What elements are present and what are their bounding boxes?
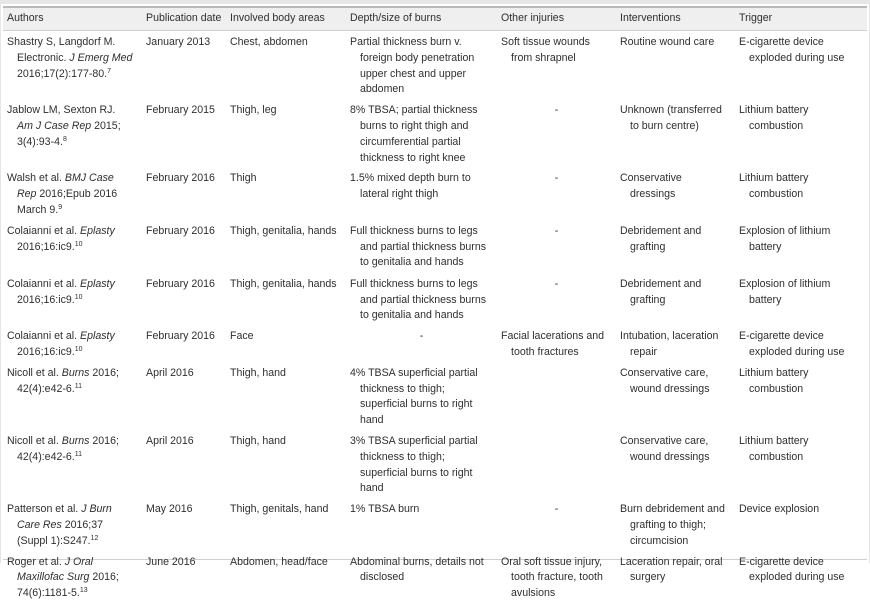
- cell-interventions: [616, 219, 735, 272]
- authors-text: Colaianni et al.: [7, 277, 81, 290]
- cell-other-injuries-line: -: [554, 503, 559, 516]
- cell-depth: [346, 166, 497, 218]
- authors-text: 2016;: [89, 366, 119, 379]
- cell-body-areas: Thigh, genitalia, hands: [230, 277, 337, 290]
- col-header-body-areas: Involved body areas: [230, 12, 325, 25]
- cell-trigger: [735, 272, 867, 324]
- col-header-depth: Depth/size of burns: [350, 12, 442, 25]
- cell-depth: [346, 219, 497, 272]
- table-row: [3, 324, 867, 361]
- cell-depth: [346, 324, 497, 361]
- authors-text: Roger et al.: [7, 555, 65, 568]
- ref-number: 12: [90, 534, 99, 542]
- cell-authors: [3, 429, 142, 497]
- journal-name: BMJ Case: [64, 172, 114, 185]
- authors-text: Walsh et al.: [7, 172, 65, 185]
- cell-body-areas: Thigh, hand: [230, 434, 286, 447]
- journal-name: Maxillofac Surg: [17, 571, 90, 584]
- cell-depth: [346, 272, 497, 324]
- cell-other-injuries: [497, 550, 616, 602]
- authors-text: 2016;17(2):177-80.: [17, 67, 108, 80]
- cell-depth-line: to genitalia and hands: [360, 256, 464, 269]
- cell-depth-line: 1.5% mixed depth burn to: [350, 172, 471, 185]
- table-row: [3, 219, 867, 272]
- cell-depth: [346, 361, 497, 429]
- ref-number: 11: [74, 382, 82, 390]
- cell-other-injuries-line: Oral soft tissue injury,: [501, 555, 603, 568]
- authors-text: March 9.: [17, 203, 59, 216]
- cell-other-injuries: [497, 166, 616, 218]
- cell-interventions-line: to burn centre): [630, 119, 699, 132]
- cell-depth-line: burns to right thigh and: [360, 119, 469, 132]
- cell-interventions-line: Intubation, laceration: [620, 330, 719, 343]
- cell-trigger-line: Device explosion: [739, 503, 820, 516]
- cell-body-areas: Abdomen, head/face: [230, 555, 328, 568]
- header-row: [3, 8, 867, 30]
- cell-interventions-line: Laceration repair, oral: [620, 555, 723, 568]
- cell-other-injuries: [497, 30, 616, 98]
- cell-interventions-line: grafting: [630, 293, 666, 306]
- col-header-trigger: Trigger: [739, 12, 773, 25]
- table-row: [3, 361, 867, 429]
- table-row: [3, 98, 867, 166]
- cell-interventions: [616, 98, 735, 166]
- cell-publication-date: February 2016: [146, 172, 215, 185]
- authors-text: Nicoll et al.: [7, 434, 62, 447]
- cell-interventions-line: repair: [630, 345, 658, 358]
- cell-depth-line: abdomen: [360, 83, 405, 96]
- cell-depth: [346, 497, 497, 549]
- injury-table: [3, 8, 867, 602]
- cell-publication-date: January 2013: [146, 36, 211, 48]
- authors-text: (Suppl 1):S247.: [17, 534, 91, 547]
- cell-other-injuries-line: -: [554, 172, 559, 185]
- cell-depth-line: 1% TBSA burn: [350, 503, 420, 516]
- cell-interventions-line: grafting to thigh;: [630, 518, 706, 531]
- authors-text: 2016;: [89, 434, 119, 447]
- journal-name: J Emerg Med: [69, 51, 133, 64]
- cell-depth-line: superficial burns to right: [360, 398, 473, 411]
- cell-interventions: [616, 429, 735, 497]
- ref-number: 9: [58, 203, 63, 211]
- journal-name: Burns: [61, 366, 90, 379]
- cell-trigger-line: exploded during use: [749, 345, 845, 358]
- authors-text: 2016;Epub 2016: [36, 188, 118, 201]
- cell-depth-line: 4% TBSA superficial partial: [350, 366, 478, 379]
- cell-body-areas: Face: [230, 330, 254, 343]
- cell-interventions-line: Debridement and: [620, 277, 702, 290]
- cell-depth: [346, 550, 497, 602]
- cell-authors: [3, 497, 142, 549]
- cell-body-areas: Chest, abdomen: [230, 36, 308, 48]
- authors-text: 3(4):93-4.: [17, 135, 63, 148]
- cell-trigger-line: battery: [749, 293, 782, 306]
- cell-body-areas: Thigh: [230, 172, 257, 185]
- cell-depth-line: superficial burns to right: [360, 466, 473, 479]
- cell-trigger-line: combustion: [749, 119, 804, 132]
- cell-interventions-line: Routine wound care: [620, 36, 715, 48]
- cell-depth-line: Partial thickness burn v.: [350, 36, 462, 48]
- cell-other-injuries-line: -: [554, 277, 559, 290]
- cell-interventions: [616, 166, 735, 218]
- table-row: [3, 30, 867, 98]
- authors-text: Colaianni et al.: [7, 330, 81, 343]
- cell-interventions-line: Burn debridement and: [620, 503, 725, 516]
- cell-depth-line: 8% TBSA; partial thickness: [350, 104, 478, 117]
- cell-depth-line: upper chest and upper: [360, 67, 467, 80]
- cell-interventions-line: surgery: [630, 571, 666, 584]
- cell-authors: [3, 98, 142, 166]
- cell-other-injuries: [497, 361, 616, 429]
- cell-interventions-line: wound dressings: [630, 382, 710, 395]
- cell-trigger-line: Explosion of lithium: [739, 277, 831, 290]
- cell-depth-line: to genitalia and hands: [360, 309, 464, 322]
- cell-body-areas: Thigh, genitalia, hands: [230, 224, 337, 237]
- cell-interventions-line: Conservative care,: [620, 366, 709, 379]
- cell-trigger-line: E-cigarette device: [739, 555, 824, 568]
- authors-text: 2015;: [91, 119, 121, 132]
- cell-trigger: [735, 219, 867, 272]
- cell-publication-date: June 2016: [146, 555, 196, 568]
- cell-interventions-line: circumcision: [630, 534, 689, 547]
- cell-interventions: [616, 272, 735, 324]
- ref-number: 11: [74, 450, 82, 458]
- cell-trigger-line: combustion: [749, 450, 804, 463]
- left-edge: [0, 4, 1, 563]
- table-row: [3, 497, 867, 549]
- cell-authors: [3, 219, 142, 272]
- cell-trigger: [735, 361, 867, 429]
- cell-interventions: [616, 497, 735, 549]
- cell-trigger-line: exploded during use: [749, 571, 845, 584]
- cell-interventions-line: Conservative care,: [620, 434, 709, 447]
- cell-depth-line: thickness to thigh;: [360, 382, 445, 395]
- cell-depth-line: -: [419, 330, 424, 343]
- authors-text: Nicoll et al.: [7, 366, 62, 379]
- cell-trigger: [735, 98, 867, 166]
- col-header-authors: Authors: [7, 12, 44, 25]
- journal-name: Am J Case Rep: [17, 119, 92, 132]
- cell-body-areas: Thigh, leg: [230, 104, 277, 117]
- cell-depth-line: and partial thickness burns: [360, 293, 487, 306]
- cell-trigger: [735, 324, 867, 361]
- cell-other-injuries: [497, 98, 616, 166]
- ref-number: 10: [74, 293, 83, 301]
- col-header-other-injuries: Other injuries: [501, 12, 564, 25]
- cell-trigger: [735, 497, 867, 549]
- cell-trigger-line: battery: [749, 240, 782, 253]
- cell-interventions-line: Conservative: [620, 172, 682, 185]
- authors-text: 2016;37: [61, 518, 103, 531]
- ref-number: 7: [107, 67, 112, 75]
- cell-interventions: [616, 30, 735, 98]
- cell-other-injuries-line: from shrapnel: [511, 51, 576, 64]
- cell-trigger-line: Lithium battery: [739, 434, 809, 447]
- cell-trigger: [735, 429, 867, 497]
- cell-depth-line: hand: [360, 414, 384, 427]
- cell-other-injuries-line: Facial lacerations and: [501, 330, 605, 343]
- cell-depth: [346, 98, 497, 166]
- cell-authors: [3, 166, 142, 218]
- cell-other-injuries-line: -: [554, 224, 559, 237]
- cell-depth-line: Full thickness burns to legs: [350, 277, 478, 290]
- ref-number: 10: [74, 240, 83, 248]
- cell-depth-line: circumferential partial: [360, 135, 461, 148]
- authors-text: Patterson et al.: [7, 503, 82, 516]
- cell-depth: [346, 30, 497, 98]
- cell-depth: [346, 429, 497, 497]
- cell-depth-line: thickness to thigh;: [360, 450, 445, 463]
- cell-trigger-line: exploded during use: [749, 51, 845, 64]
- journal-name: Rep: [17, 188, 37, 201]
- cell-body-areas: Thigh, genitals, hand: [230, 503, 329, 516]
- cell-authors: [3, 550, 142, 602]
- cell-interventions: [616, 324, 735, 361]
- cell-trigger: [735, 30, 867, 98]
- table-row: [3, 272, 867, 324]
- col-header-interventions: Interventions: [620, 12, 681, 25]
- cell-publication-date: February 2016: [146, 277, 215, 290]
- cell-trigger-line: Lithium battery: [739, 366, 809, 379]
- table-row: [3, 166, 867, 218]
- cell-depth-line: Full thickness burns to legs: [350, 224, 478, 237]
- cell-depth-line: foreign body penetration: [360, 51, 475, 64]
- cell-interventions: [616, 361, 735, 429]
- ref-number: 13: [79, 587, 88, 595]
- cell-other-injuries-line: avulsions: [511, 587, 556, 600]
- cell-interventions-line: grafting: [630, 240, 666, 253]
- cell-depth-line: thickness to right knee: [360, 151, 466, 164]
- journal-name: Eplasty: [80, 224, 115, 237]
- cell-depth-line: disclosed: [360, 571, 405, 584]
- cell-depth-line: Abdominal burns, details not: [350, 555, 484, 568]
- cell-authors: [3, 324, 142, 361]
- cell-depth-line: hand: [360, 482, 384, 495]
- table-row: [3, 429, 867, 497]
- authors-text: Shastry S, Langdorf M.: [7, 36, 116, 48]
- authors-text: 2016;16:ic9.: [17, 293, 75, 306]
- cell-body-areas: Thigh, hand: [230, 366, 286, 379]
- cell-trigger-line: Lithium battery: [739, 104, 809, 117]
- cell-publication-date: April 2016: [146, 366, 194, 379]
- cell-other-injuries: [497, 497, 616, 549]
- cell-trigger: [735, 550, 867, 602]
- authors-text: 42(4):e42-6.: [17, 382, 75, 395]
- cell-trigger: [735, 166, 867, 218]
- table-row: [3, 550, 867, 602]
- ref-number: 10: [74, 345, 83, 353]
- top-bar: [0, 0, 870, 4]
- journal-name: Eplasty: [80, 330, 115, 343]
- cell-other-injuries-line: Soft tissue wounds: [501, 36, 590, 48]
- authors-text: Colaianni et al.: [7, 224, 81, 237]
- cell-trigger-line: E-cigarette device: [739, 36, 824, 48]
- journal-name: Eplasty: [80, 277, 115, 290]
- cell-other-injuries-line: tooth fracture, tooth: [511, 571, 603, 584]
- cell-other-injuries: [497, 272, 616, 324]
- cell-authors: [3, 30, 142, 98]
- authors-text: 74(6):1181-5.: [17, 587, 80, 600]
- journal-name: J Oral: [64, 555, 93, 568]
- cell-trigger-line: combustion: [749, 188, 804, 201]
- journal-name: Care Res: [17, 518, 62, 531]
- cell-trigger-line: E-cigarette device: [739, 330, 824, 343]
- cell-publication-date: February 2015: [146, 104, 215, 117]
- authors-text: Jablow LM, Sexton RJ.: [7, 104, 116, 117]
- cell-other-injuries: [497, 429, 616, 497]
- cell-trigger-line: Explosion of lithium: [739, 224, 831, 237]
- authors-text: Electronic.: [17, 51, 70, 64]
- col-header-publication-date: Publication date: [146, 12, 222, 25]
- authors-text: 2016;16:ic9.: [17, 345, 75, 358]
- journal-name: Burns: [61, 434, 90, 447]
- cell-interventions-line: Unknown (transferred: [620, 104, 722, 117]
- cell-interventions: [616, 550, 735, 602]
- cell-authors: [3, 361, 142, 429]
- cell-trigger-line: combustion: [749, 382, 804, 395]
- authors-text: 2016;: [89, 571, 119, 584]
- cell-interventions-line: Debridement and: [620, 224, 702, 237]
- ref-number: 8: [62, 135, 67, 143]
- cell-other-injuries-line: tooth fractures: [511, 345, 579, 358]
- cell-depth-line: and partial thickness burns: [360, 240, 487, 253]
- cell-other-injuries-line: -: [554, 104, 559, 117]
- cell-authors: [3, 272, 142, 324]
- cell-other-injuries: [497, 324, 616, 361]
- cell-publication-date: May 2016: [146, 503, 193, 516]
- cell-interventions-line: wound dressings: [630, 450, 710, 463]
- cell-other-injuries: [497, 219, 616, 272]
- cell-trigger-line: Lithium battery: [739, 172, 809, 185]
- authors-text: 42(4):e42-6.: [17, 450, 75, 463]
- cell-depth-line: lateral right thigh: [360, 188, 439, 201]
- cell-publication-date: April 2016: [146, 434, 194, 447]
- table-body: [3, 30, 867, 602]
- cell-publication-date: February 2016: [146, 224, 215, 237]
- cell-depth-line: 3% TBSA superficial partial: [350, 434, 478, 447]
- cell-interventions-line: dressings: [630, 188, 676, 201]
- cell-publication-date: February 2016: [146, 330, 215, 343]
- journal-name: J Burn: [81, 503, 112, 516]
- authors-text: 2016;16:ic9.: [17, 240, 75, 253]
